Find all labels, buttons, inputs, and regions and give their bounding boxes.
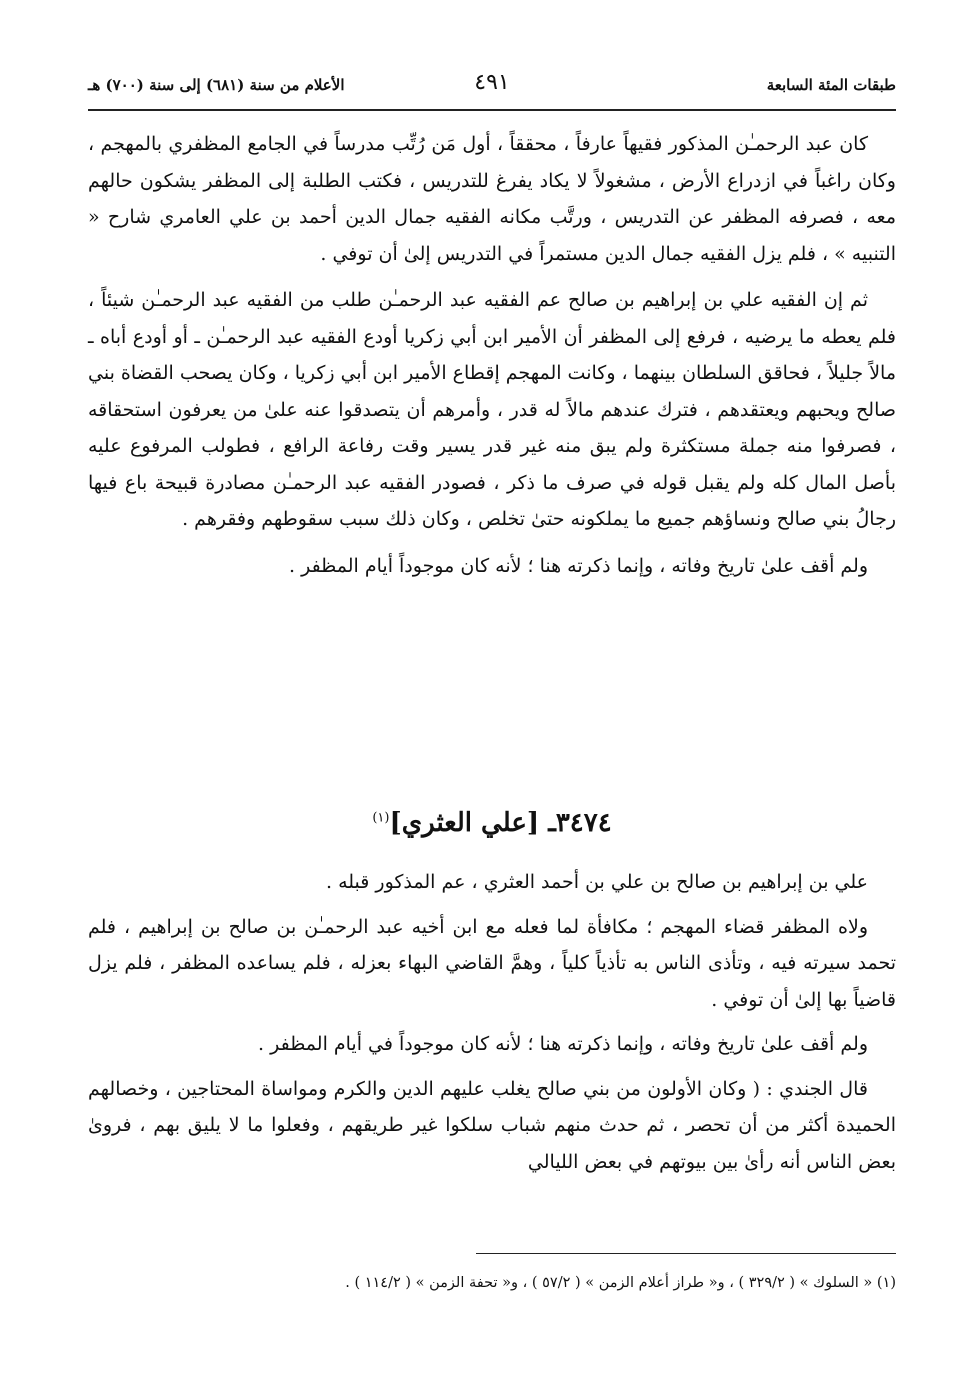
header-divider <box>88 109 896 111</box>
paragraph: كان عبد الرحمـٰن المذكور فقيهاً عارفاً ، محققاً ، أول مَن رُتِّب مدرساً في الجامع المظفري بالمهجم ، وكان راغباً في ازدراع الأرض ، مشغولاً لا يكاد يفرغ للتدريس ، فكتب الطلبة إلى المظفر يشكون حالهم معه ، فصرفه المظفر عن التدريس ، ورتَّب مكانه الفقيه جمال الدين أحمد بن علي العامري شارح « التنبيه » ، فلم يزل الفقيه جمال الدين مستمراً في التدريس إلىٰ أن توفي . <box>88 133 896 265</box>
footnote-divider <box>476 1253 896 1254</box>
page-number: ٤٩١ <box>474 70 510 95</box>
section-1-text <box>88 126 896 584</box>
paragraph: ولم أقف علىٰ تاريخ وفاته ، وإنما ذكرته هنا ؛ لأنه كان موجوداً أيام المظفر . <box>289 554 868 577</box>
entry-name: [علي العثري] <box>389 808 540 838</box>
footnote: (١) « السلوك » ( ٣٢٩/٢ ) ، و« طراز أعلام الزمن » ( ٥٧/٢ ) ، و« تحفة الزمن » ( ١١٤/٢ ) . <box>345 1275 896 1291</box>
entry-heading <box>88 808 896 852</box>
running-title-left: الأعلام من سنة (٦٨١) إلى سنة (٧٠٠) هـ <box>88 76 345 94</box>
paragraph: ثم إن الفقيه علي بن إبراهيم بن صالح عم الفقيه عبد الرحمـٰن طلب من الفقيه عبد الرحمـٰن شيئاً ، فلم يعطه ما يرضيه ، فرفع إلى المظفر أن الأمير ابن أبي زكريا أودع الفقيه عبد الرحمـٰن ـ أو أودع أباه ـ مالاً جليلاً ، فحاقق السلطان بينهما ، وكانت المهجم إقطاع الأمير ابن أبي زكريا ، وكان يصحب القضاة بني صالح ويحبهم ويعتقدهم ، فترك عندهم مالاً له قدر ، وأمرهم أن يتصدقوا عنه علىٰ من يعرفون استحقاقه ، فصرفوا منه جملة مستكثرة ولم يبق منه غير قدر يسير وقت رفاعة الرافع ، فطولب المرفوع عليه بأصل المال كله ولم يقبل قوله في صرف ما ذكر ، فصودر الفقيه عبد الرحمـٰن مصادرة قبيحة باع فيها رجالُ بني صالح ونساؤهم جميع ما يملكونه حتىٰ تخلص ، وكان ذلك سبب سقوطهم وفقرهم . <box>88 289 896 530</box>
section-2-text <box>88 864 896 1180</box>
paragraph: علي بن إبراهيم بن صالح بن علي بن أحمد العثري ، عم المذكور قبله . <box>325 871 868 893</box>
entry-number: ٣٤٧٤ـ <box>548 808 612 838</box>
paragraph: ولم أقف علىٰ تاريخ وفاته ، وإنما ذكرته هنا ؛ لأنه كان موجوداً في أيام المظفر . <box>258 1033 868 1055</box>
paragraph: ولاه المظفر قضاء المهجم ؛ مكافأة لما فعله مع ابن أخيه عبد الرحمـٰن بن صالح بن إبراهيم ، فلم تحمد سيرته فيه ، وتأذى الناس به تأذياً كلياً ، وهمَّ القاضي البهاء بعزله ، فلم يساعده المظفر ، فلم يزل قاضياً بها إلىٰ أن توفي . <box>88 915 896 1011</box>
page-header <box>88 70 896 104</box>
footnote-ref: (١) <box>372 810 390 826</box>
paragraph: قال الجندي : ( وكان الأولون من بني صالح يغلب عليهم الدين والكرم ومواساة المحتاجين ، وخصالهم الحميدة أكثر من أن تحصر ، ثم حدث منهم شباب سلكوا غير طريقهم ، وفعلوا ما لا يليق بهم ، فروىٰ بعض الناس أنه رأىٰ بين بيوتهم في بعض الليالي <box>88 1077 896 1173</box>
running-title-right: طبقات المئة السابعة <box>766 76 896 94</box>
